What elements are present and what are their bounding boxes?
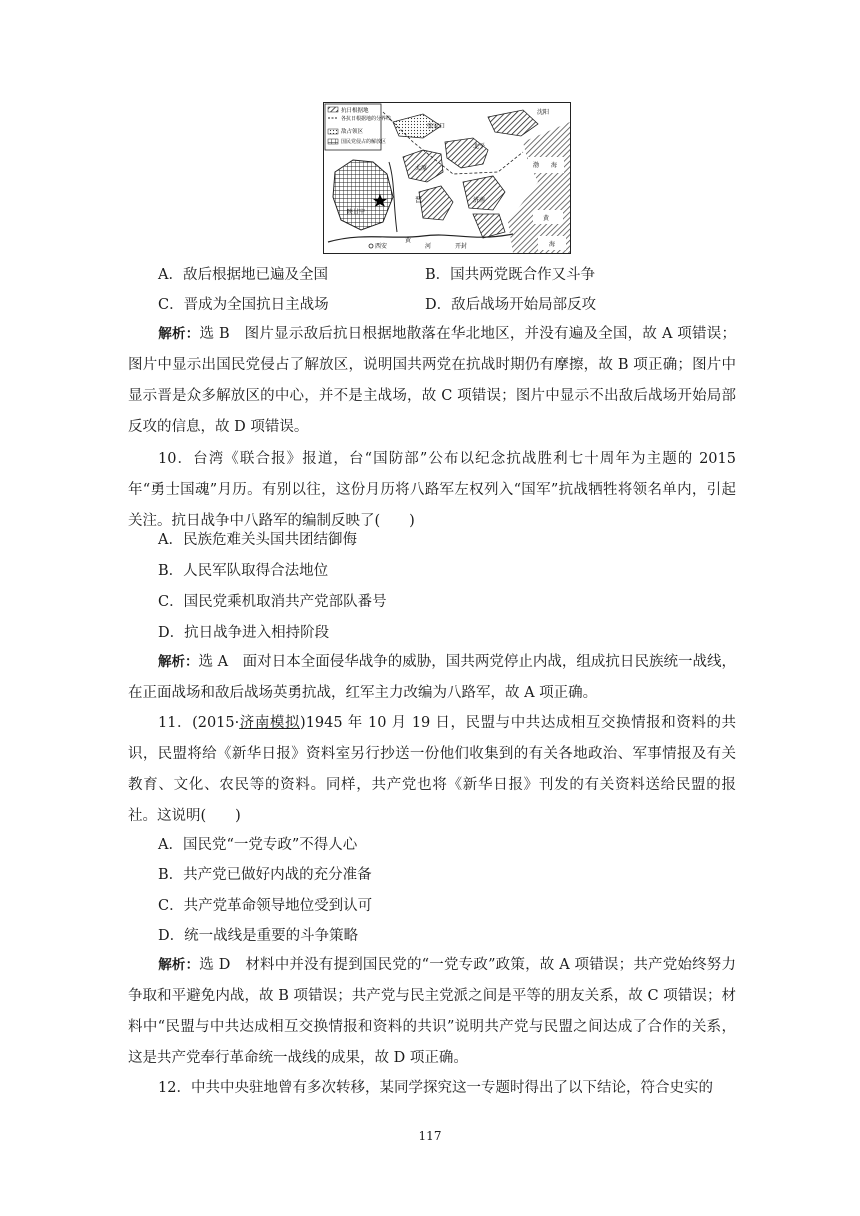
place-jinan: 济南: [473, 197, 486, 204]
q10-analysis-text: 选 A 面对日本全面侵华战争的威胁，国共两党停止内战，组成抗日民族统一战线，在正面战场和敌后战场英勇抗战，红军主力改编为八路军，故 A 项正确。: [128, 654, 737, 701]
base-areas-map: [323, 102, 571, 254]
legend-occupied: 敌占领区: [341, 129, 364, 135]
analysis-label: 解析：: [158, 326, 200, 342]
place-xian: 西安: [375, 243, 388, 250]
analysis-label: 解析：: [158, 654, 199, 670]
q11-source: 济南模拟: [239, 715, 301, 731]
q10-option-b: B．人民军队取得合法地位: [158, 563, 329, 579]
place-huang-river: 黄: [405, 237, 412, 244]
q11-option-c: C．共产党革命领导地位受到认可: [158, 898, 373, 914]
q9-option-d: D．敌后战场开始局部反攻: [425, 297, 597, 313]
q9-option-b: B．国共两党既合作又斗争: [425, 267, 596, 283]
place-he: 河: [425, 243, 432, 250]
place-hai-2: 海: [549, 241, 556, 248]
q11-analysis-text: 选 D 材料中并没有提到国民党的“一党专政”政策，故 A 项错误；共产党始终努力争取和平避免内战，故 B 项错误；共产党与民主党派之间是平等的朋友关系，故 C 项错误；材料中“民盟与中共达成相互交换情报和资料的共识”说明共产党与民盟之间达成了合作的关系，这是共产党奉行革命统一战线的成果，故 D 项正确。: [128, 957, 737, 1066]
place-taiyuan: 太原: [415, 165, 428, 172]
q11-stem: [128, 708, 736, 832]
q11-stem-post: )1945 年 10 月 19 日，民盟与中共达成相互交换情报和资料的共识，民盟将给《新华日报》资料室另行抄送一份他们收集到的有关各地政治、军事情报及有关教育、文化、农民等的资料。同样，共产党也将《新华日报》刊发的有关资料送给民盟的报社。这说明( ): [128, 715, 736, 824]
place-kaifeng: 开封: [455, 243, 468, 250]
q10-option-c: C．国民党乘机取消共产党部队番号: [158, 594, 387, 610]
page-number: 117: [418, 1129, 442, 1143]
place-bo: 渤: [533, 162, 540, 169]
place-zhangjiakou: 张家口: [427, 123, 446, 130]
q9-analysis-text: 选 B 图片显示敌后抗日根据地散落在华北地区，并没有遍及全国，故 A 项错误；图片中显示出国民党侵占了解放区，说明国共两党在抗战时期仍有摩擦，故 B 项正确；图片中显示晋是众多解放区的中心，并不是主战场，故 C 项错误；图片中显示不出敌后战场开始局部反攻的信息，故 D 项错误。: [128, 326, 737, 435]
place-jin: 晋: [415, 196, 422, 204]
q12-stem: [128, 1073, 736, 1104]
place-hai-1: 海: [551, 162, 558, 169]
q10-option-a: A．民族危难关头国共团结御侮: [158, 532, 357, 548]
q11-option-b: B．共产党已做好内战的充分准备: [158, 867, 372, 883]
q9-option-a: A．敌后根据地已遍及全国: [158, 267, 328, 283]
legend-base-area: 抗日根据地: [341, 108, 369, 114]
q12-stem-text: 12．中共中央驻地曾有多次转移，某同学探究这一专题时得出了以下结论，符合史实的: [158, 1080, 713, 1096]
analysis-label: 解析：: [158, 957, 200, 973]
q9-analysis: [128, 319, 736, 443]
legend-boundary: 各抗日根据地的分界线: [341, 116, 392, 122]
q11-option-a: A．国民党“一党专政”不得人心: [158, 837, 358, 853]
place-beiping: 北平: [473, 143, 486, 150]
q10-stem-text: 10．台湾《联合报》报道，台“国防部”公布以纪念抗战胜利七十周年为主题的 2015 年“勇士国魂”月历。有别以往，这份月历将八路军左权列入“国军”抗战牺牲将领名单内，引起关注。抗日战争中八路军的编制反映了( ): [128, 451, 736, 529]
place-shenyang: 沈阳: [537, 109, 550, 116]
q10-analysis: [128, 647, 736, 709]
q10-option-d: D．抗日战争进入相持阶段: [158, 625, 330, 641]
q9-option-c: C．晋成为全国抗日主战场: [158, 297, 329, 313]
q11-option-d: D．统一战线是重要的斗争策略: [158, 928, 359, 944]
q11-stem-pre: 11．(2015·: [158, 715, 240, 731]
q10-stem: [128, 444, 736, 537]
place-shaanganning: 陕甘宁: [347, 209, 366, 216]
legend-kmt-occupied: 国民党侵占的解放区: [341, 139, 387, 145]
q11-analysis: [128, 950, 736, 1074]
place-huang-sea: 黄: [543, 215, 550, 222]
